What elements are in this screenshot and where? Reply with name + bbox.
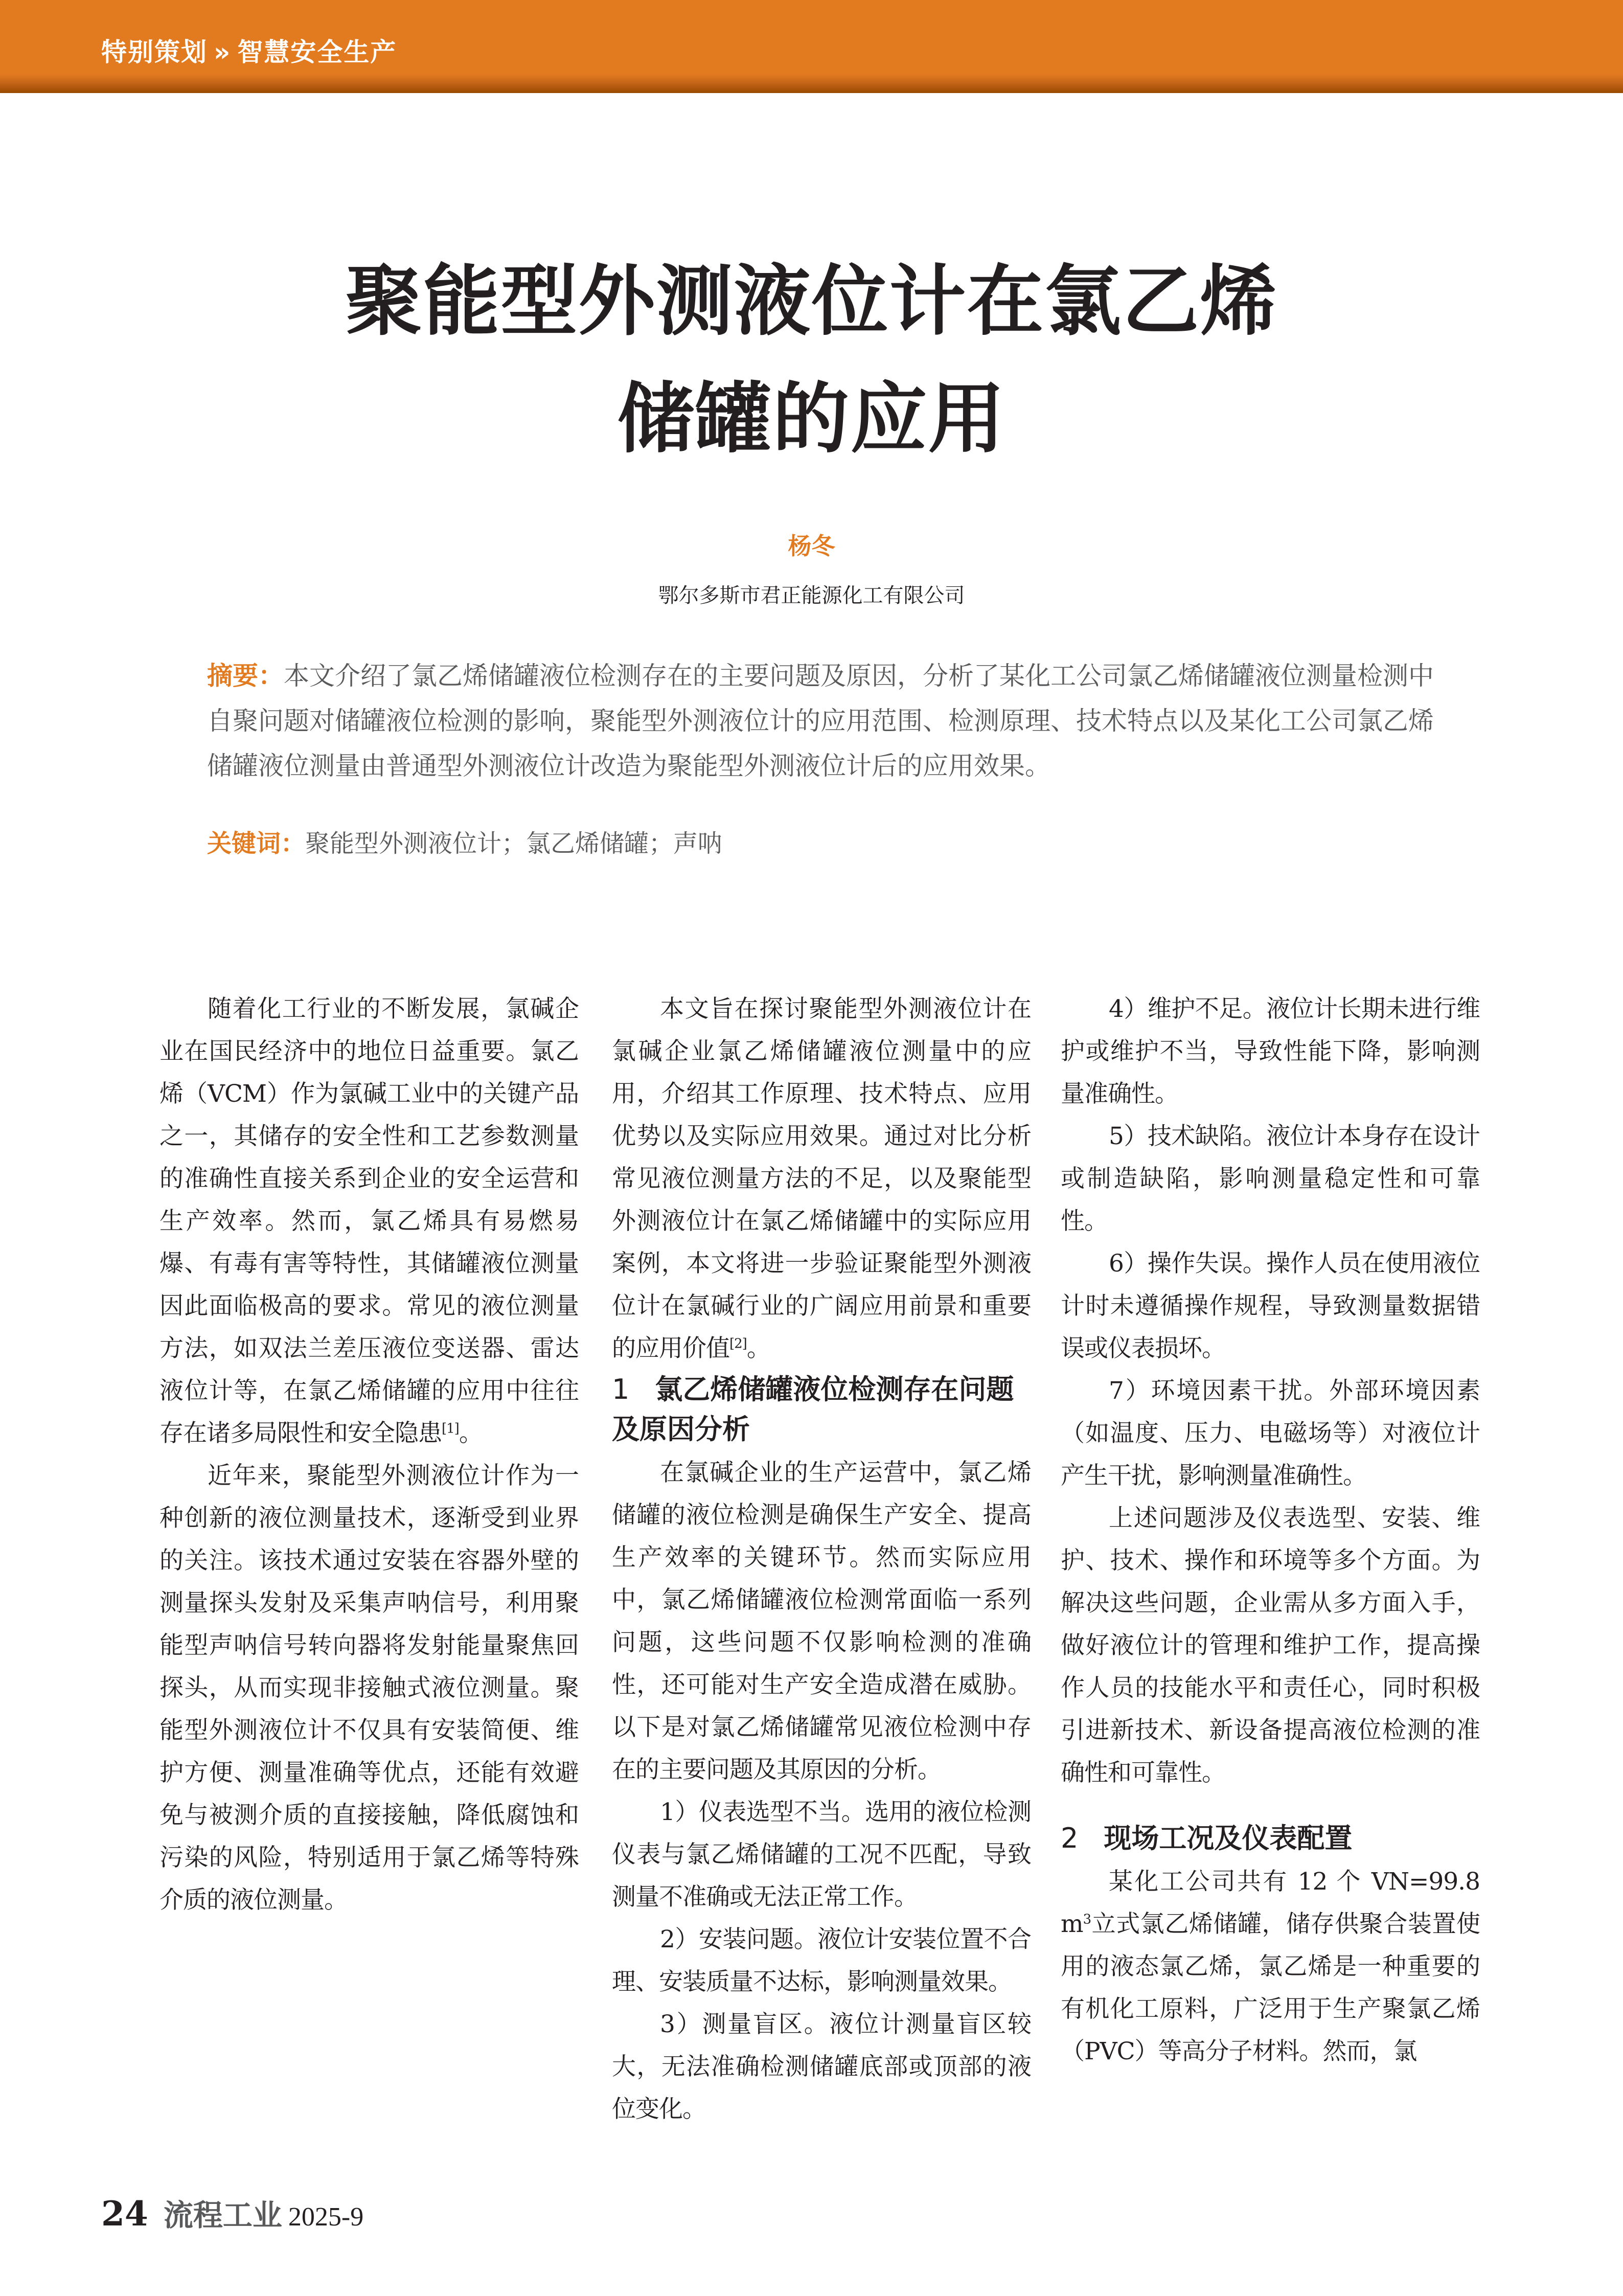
list-item-3: 3）测量盲区。液位计测量盲区较大，无法准确检测储罐底部或顶部的液位变化。 (612, 2010, 1031, 2123)
list-item-5: 5）技术缺陷。液位计本身存在设计或制造缺陷，影响测量稳定性和可靠性。 (1061, 1122, 1480, 1235)
paragraph-end: 。 (459, 1419, 483, 1447)
journal-issue: 2025-9 (288, 2202, 364, 2232)
section-1-heading (612, 1370, 1031, 1449)
abstract-label: 摘要： (207, 661, 284, 691)
paragraph-text: 某化工公司共有 12 个 VN=99.8 m (1061, 1868, 1480, 1938)
paragraph-intro (159, 988, 579, 1454)
section-2-title: 现场工况及仪表配置 (1104, 1822, 1353, 1854)
list-item-4: 4）维护不足。液位计长期未进行维护或维护不当，导致性能下降，影响测量准确性。 (1061, 995, 1480, 1108)
author-name: 杨冬 (788, 532, 835, 560)
double-chevron-icon: » (214, 37, 232, 67)
page-footer (101, 2193, 363, 2243)
paragraph-end: 。 (746, 1334, 770, 1362)
paragraph-text: 随着化工行业的不断发展，氯碱企业在国民经济中的地位日益重要。氯乙烯（VCM）作为氯碱工业中的关键产品之一，其储存的安全性和工艺参数测量的准确性直接关系到企业的安全运营和生产效率。然而，氯乙烯具有易燃易爆、有毒有害等特性，其储罐液位测量因此面临极高的要求。常见的液位测量方法，如双法兰差压液位变送器、雷达液位计等，在氯乙烯储罐的应用中往往存在诸多局限性和安全隐患 (159, 995, 579, 1447)
list-item-2: 2）安装问题。液位计安装位置不合理、安装质量不达标，影响测量效果。 (612, 1925, 1031, 1996)
section-1-number: 1 (612, 1373, 630, 1405)
list-item-6: 6）操作失误。操作人员在使用液位计时未遵循操作规程，导致测量数据错误或仪表损坏。 (1061, 1249, 1480, 1362)
paragraph-recent: 近年来，聚能型外测液位计作为一种创新的液位测量技术，逐渐受到业界的关注。该技术通过安装在容器外壁的测量探头发射及采集声呐信号，利用聚能型声呐信号转向器将发射能量聚焦回探头，从而实现非接触式液位测量。聚能型外测液位计不仅具有安装简便、维护方便、测量准确等优点，还能有效避免与被测介质的直接接触，降低腐蚀和污染的风险，特别适用于氯乙烯等特殊介质的液位测量。 (159, 1462, 579, 1914)
abstract (207, 653, 1449, 788)
superscript: 3 (1083, 1912, 1091, 1927)
section-1-title: 氯乙烯储罐液位检测存在问题及原因分析 (612, 1373, 1014, 1445)
section-banner (0, 0, 1623, 93)
section-2-number: 2 (1061, 1822, 1079, 1854)
paragraph-text: 立式氯乙烯储罐，储存供聚合装置使用的液态氯乙烯，氯乙烯是一种重要的有机化工原料，广泛用于生产聚氯乙烯（PVC）等高分子材料。然而，氯 (1061, 1910, 1480, 2065)
abstract-text: 本文介绍了氯乙烯储罐液位检测存在的主要问题及原因，分析了某化工公司氯乙烯储罐液位测量检测中自聚问题对储罐液位检测的影响，聚能型外测液位计的应用范围、检测原理、技术特点以及某化工公司氯乙烯储罐液位测量由普通型外测液位计改造为聚能型外测液位计后的应用效果。 (207, 661, 1434, 781)
paragraph-text: 本文旨在探讨聚能型外测液位计在氯碱企业氯乙烯储罐液位测量中的应用，介绍其工作原理、技术特点、应用优势以及实际应用效果。通过对比分析常见液位测量方法的不足，以及聚能型外测液位计在氯乙烯储罐中的实际应用案例，本文将进一步验证聚能型外测液位计在氯碱行业的广阔应用前景和重要的应用价值 (612, 995, 1031, 1362)
banner-text (101, 37, 397, 67)
topic-label: 智慧安全生产 (237, 37, 397, 67)
keywords (207, 828, 1449, 859)
author-affiliation: 鄂尔多斯市君正能源化工有限公司 (658, 584, 965, 607)
body-column-1 (159, 988, 579, 2143)
citation-2[interactable]: [2] (729, 1336, 747, 1352)
list-item-7: 7）环境因素干扰。外部环境因素（如温度、压力、电磁场等）对液位计产生干扰，影响测量准确性。 (1061, 1377, 1480, 1490)
keywords-label: 关键词： (207, 829, 306, 858)
body-column-3 (1061, 988, 1480, 2143)
body-column-2 (612, 988, 1031, 2143)
keywords-text: 聚能型外测液位计；氯乙烯储罐；声呐 (305, 829, 723, 858)
article-title-line-2: 储罐的应用 (617, 375, 1006, 464)
paragraph-summary: 上述问题涉及仪表选型、安装、维护、技术、操作和环境等多个方面。为解决这些问题，企业需从多方面入手，做好液位计的管理和维护工作，提高操作人员的技能水平和责任心，同时积极引进新技术、新设备提高液位检测的准确性和可靠性。 (1061, 1504, 1480, 1787)
page-number: 24 (101, 2194, 148, 2234)
citation-1[interactable]: [1] (442, 1421, 459, 1437)
journal-name: 流程工业 (163, 2198, 282, 2233)
section-2-heading (1061, 1818, 1480, 1858)
section-label: 特别策划 (101, 37, 208, 67)
article-title-line-1: 聚能型外测液位计在氯乙烯 (345, 257, 1278, 346)
paragraph-purpose (612, 988, 1031, 1370)
paragraph-section2 (1061, 1860, 1480, 2073)
paragraph-section1: 在氯碱企业的生产运营中，氯乙烯储罐的液位检测是确保生产安全、提高生产效率的关键环节。然而实际应用中，氯乙烯储罐液位检测常面临一系列问题，这些问题不仅影响检测的准确性，还可能对生产安全造成潜在威胁。以下是对氯乙烯储罐常见液位检测中存在的主要问题及其原因的分析。 (612, 1459, 1031, 1784)
list-item-1: 1）仪表选型不当。选用的液位检测仪表与氯乙烯储罐的工况不匹配，导致测量不准确或无法正常工作。 (612, 1798, 1031, 1911)
